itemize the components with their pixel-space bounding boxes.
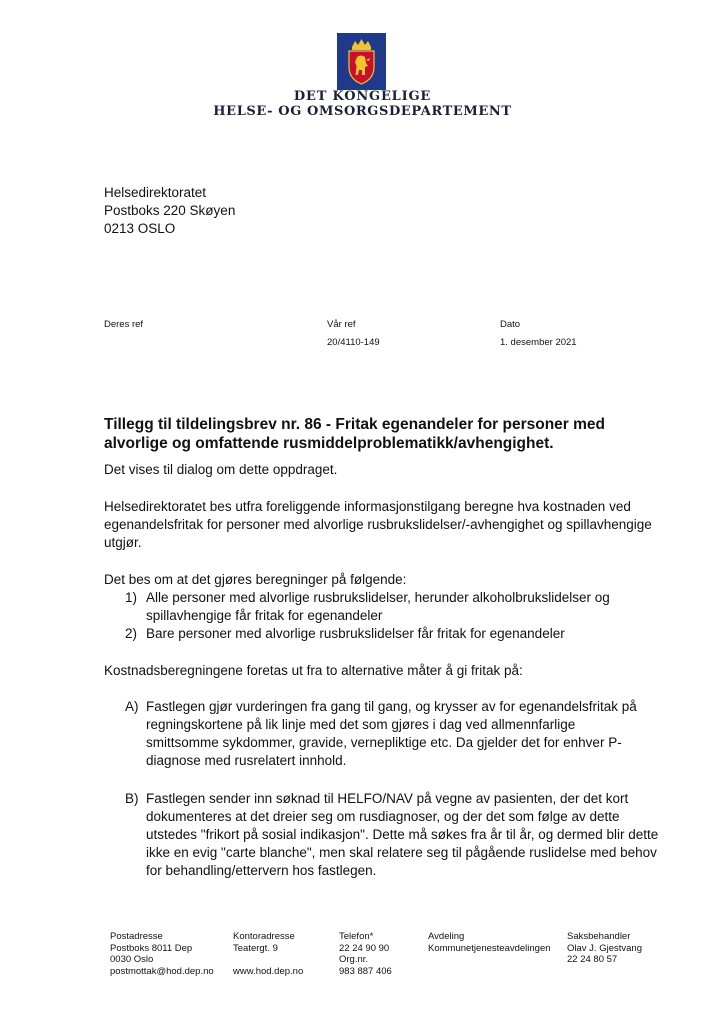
ministry-name-line1: DET KONGELIGE (293, 89, 432, 104)
recipient-name: Helsedirektoratet (104, 185, 207, 200)
footer-kontoradresse: Kontoradresse Teatergt. 9 www.hod.dep.no (233, 931, 304, 977)
alternative-marker: B) (125, 791, 139, 806)
paragraph-3: Kostnadsberegningene foretas ut fra to alternative måter å gi fritak på: (104, 663, 523, 678)
dato-label: Dato (500, 319, 521, 330)
intro-paragraph: Det vises til dialog om dette oppdraget. (104, 462, 338, 477)
alternative-marker: A) (125, 699, 139, 714)
alternative-text: Fastlegen gjør vurderingen fra gang til gang, og krysser av for egenandelsfritak på regningskortene på lik linje med det som gjøres i dag ved allmennfarlige smittsomme sykdommer, gravide, vernepliktige etc. Da gjelder det for enhver P-diagnose med rusrelatert innhold. (146, 699, 637, 768)
deres-ref-label: Deres ref (104, 319, 144, 330)
letter-title: Tillegg til tildelingsbrev nr. 86 - Fritak egenandeler for personer med alvorlige og omfattende rusmiddelproblematikk/avhengighet. (104, 416, 606, 452)
alternative-item (125, 790, 665, 880)
list-item (125, 625, 665, 643)
paragraph-2: Det bes om at det gjøres beregninger på følgende: (104, 572, 407, 587)
footer-postadresse: Postadresse Postboks 8011 Dep 0030 Oslo postmottak@hod.dep.no (110, 931, 214, 977)
footer-saksbehandler: Saksbehandler Olav J. Gjestvang 22 24 80 57 (567, 931, 642, 965)
list-marker: 2) (125, 626, 138, 641)
list-item-text: Bare personer med alvorlige rusbrukslidelser får fritak for egenandeler (146, 626, 565, 641)
var-ref-value: 20/4110-149 (327, 337, 380, 348)
coat-of-arms-icon (337, 33, 386, 90)
list-marker: 1) (125, 590, 138, 605)
alternative-text: Fastlegen sender inn søknad til HELFO/NAV på vegne av pasienten, der det kort dokumenteres at det dreier seg om rusdiagnoser, og der det som følge av dette utstedes "frikort på sosial indikasjon". Dette må søkes fra år til år, og dermed blir dette ikke en evig "carte blanche", men skal relatere seg til pågående ruslidelse med behov for behandling/ettervern hos fastlegen. (146, 791, 659, 878)
ministry-name-line2: HELSE- OG OMSORGSDEPARTEMENT (213, 104, 512, 119)
alternative-item (125, 698, 665, 770)
paragraph-1: Helsedirektoratet bes utfra foreliggende informasjonstilgang beregne hva kostnaden ved egenandelsfritak for personer med alvorlige rusbrukslidelser/-avhengighet og spillavhengige utgjør. (104, 499, 652, 550)
footer-avdeling: Avdeling Kommunetjenesteavdelingen (428, 931, 551, 954)
recipient-address: Postboks 220 Skøyen (104, 203, 236, 218)
var-ref-label: Vår ref (327, 319, 356, 330)
dato-value: 1. desember 2021 (500, 337, 577, 348)
recipient-city: 0213 OSLO (104, 221, 176, 236)
footer-telefon: Telefon* 22 24 90 90 Org.nr. 983 887 406 (339, 931, 392, 977)
list-item-text: Alle personer med alvorlige rusbrukslidelser, herunder alkoholbrukslidelser og spillavhengige får fritak for egenandeler (146, 590, 610, 623)
list-item (125, 589, 665, 625)
